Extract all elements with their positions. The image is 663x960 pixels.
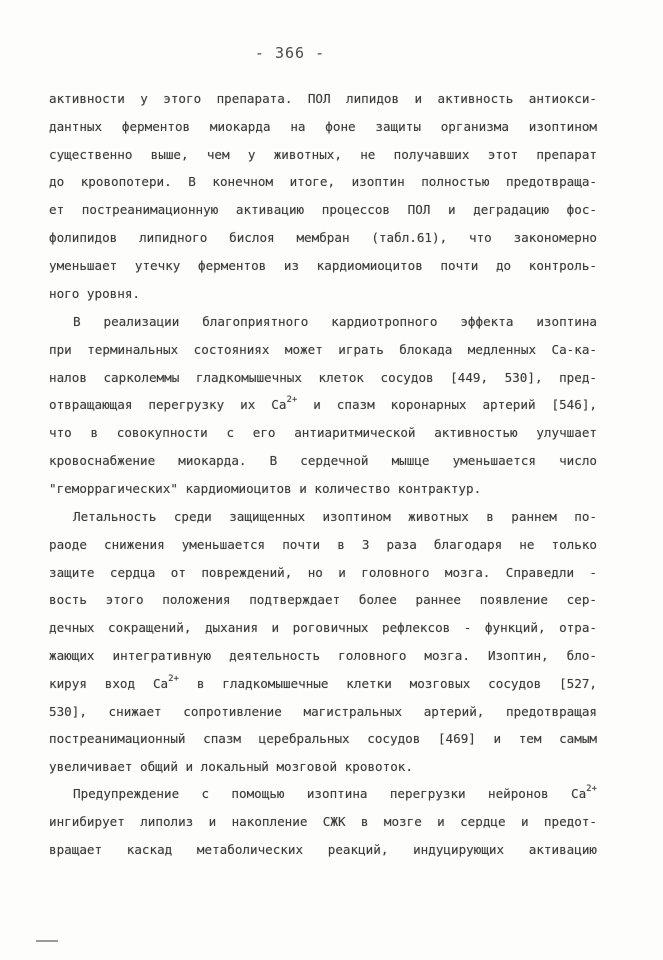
text-line: увеличивает общий и локальный мозговой кровоток. bbox=[49, 759, 413, 775]
ion-charge-superscript: 2+ bbox=[586, 784, 597, 794]
page-number: - 366 - bbox=[254, 44, 326, 62]
text-line: дантных ферментов миокарда на фоне защиты организма изоптином bbox=[49, 118, 597, 134]
text-line: фолипидов липидного бислоя мембран (табл.61), что закономерно bbox=[49, 229, 597, 245]
paragraph-2 bbox=[49, 308, 597, 503]
text-line: ного уровня. bbox=[49, 285, 140, 301]
text-line: при терминальных состояниях может играть блокада медленных Са-ка- bbox=[49, 341, 597, 357]
text-line: кровоснабжение миокарда. В сердечной мышце уменьшается число bbox=[49, 452, 597, 468]
text-line: налов сарколеммы гладкомышечных клеток сосудов [449, 530], пред- bbox=[49, 369, 597, 385]
text-line: дечных сокращений, дыхания и роговичных рефлексов - функций, отра- bbox=[49, 620, 597, 636]
paragraph-1 bbox=[49, 85, 597, 307]
text-line: существенно выше, чем у животных, не получавших этот препарат bbox=[49, 146, 597, 162]
text-line: что в совокупности с его антиаритмической активностью улучшает bbox=[49, 425, 597, 441]
text-line: отвращающая перегрузку их $Са^{2+}$ и спазм коронарных артерий [546], bbox=[49, 395, 597, 413]
text-line: раоде снижения уменьшается почти в 3 раза благодаря не только bbox=[49, 536, 597, 552]
ion-charge-superscript: 2+ bbox=[168, 673, 179, 684]
text-line: активности у этого препарата. ПОЛ липидов и активность антиокси- bbox=[49, 91, 597, 106]
text-line: В реализации благоприятного кардиотропного эффекта изоптина bbox=[73, 314, 597, 329]
text-line: жающих интегративную деятельность головного мозга. Изоптин, бло- bbox=[49, 647, 597, 663]
text-line: 530], снижает сопротивление магистральных артерий, предотвращая bbox=[49, 703, 597, 719]
text-line: вость этого положения подтверждает более раннее появление сер- bbox=[49, 592, 597, 608]
ion-charge-superscript: 2+ bbox=[286, 395, 298, 406]
text-line: защите сердца от повреждений, но и головного мозга. Справедли - bbox=[49, 564, 597, 580]
paragraph-4 bbox=[49, 780, 597, 863]
text-line: ингибирует липолиз и накопление СЖК в мозге и сердце и предот- bbox=[49, 813, 597, 829]
text-line: ет постреанимационную активацию процессов ПОЛ и деградацию фос- bbox=[49, 202, 597, 218]
text-line: до кровопотери. В конечном итоге, изоптин полностью предотвраща- bbox=[49, 174, 597, 190]
text-line: Предупреждение с помощью изоптина перегрузки нейронов $Са^{2+}$ bbox=[73, 784, 597, 801]
text-line: "геморрагических" кардиомиоцитов и количество контрактур. bbox=[49, 480, 482, 496]
text-line: постреанимационный спазм церебральных сосудов [469] и тем самым bbox=[49, 731, 597, 747]
text-line: вращает каскад метаболических реакций, индуцирующих активацию bbox=[49, 841, 597, 857]
scan-margin-mark bbox=[36, 940, 58, 942]
text-line: уменьшает утечку ферментов из кардиомиоцитов почти до контроль- bbox=[49, 257, 597, 273]
text-line: кируя вход $Са^{2+}$ в гладкомышечные клетки мозговых сосудов [527, bbox=[49, 673, 597, 691]
text-line: Летальность среди защищенных изоптином животных в раннем по- bbox=[73, 509, 597, 524]
paragraph-3 bbox=[49, 503, 597, 781]
